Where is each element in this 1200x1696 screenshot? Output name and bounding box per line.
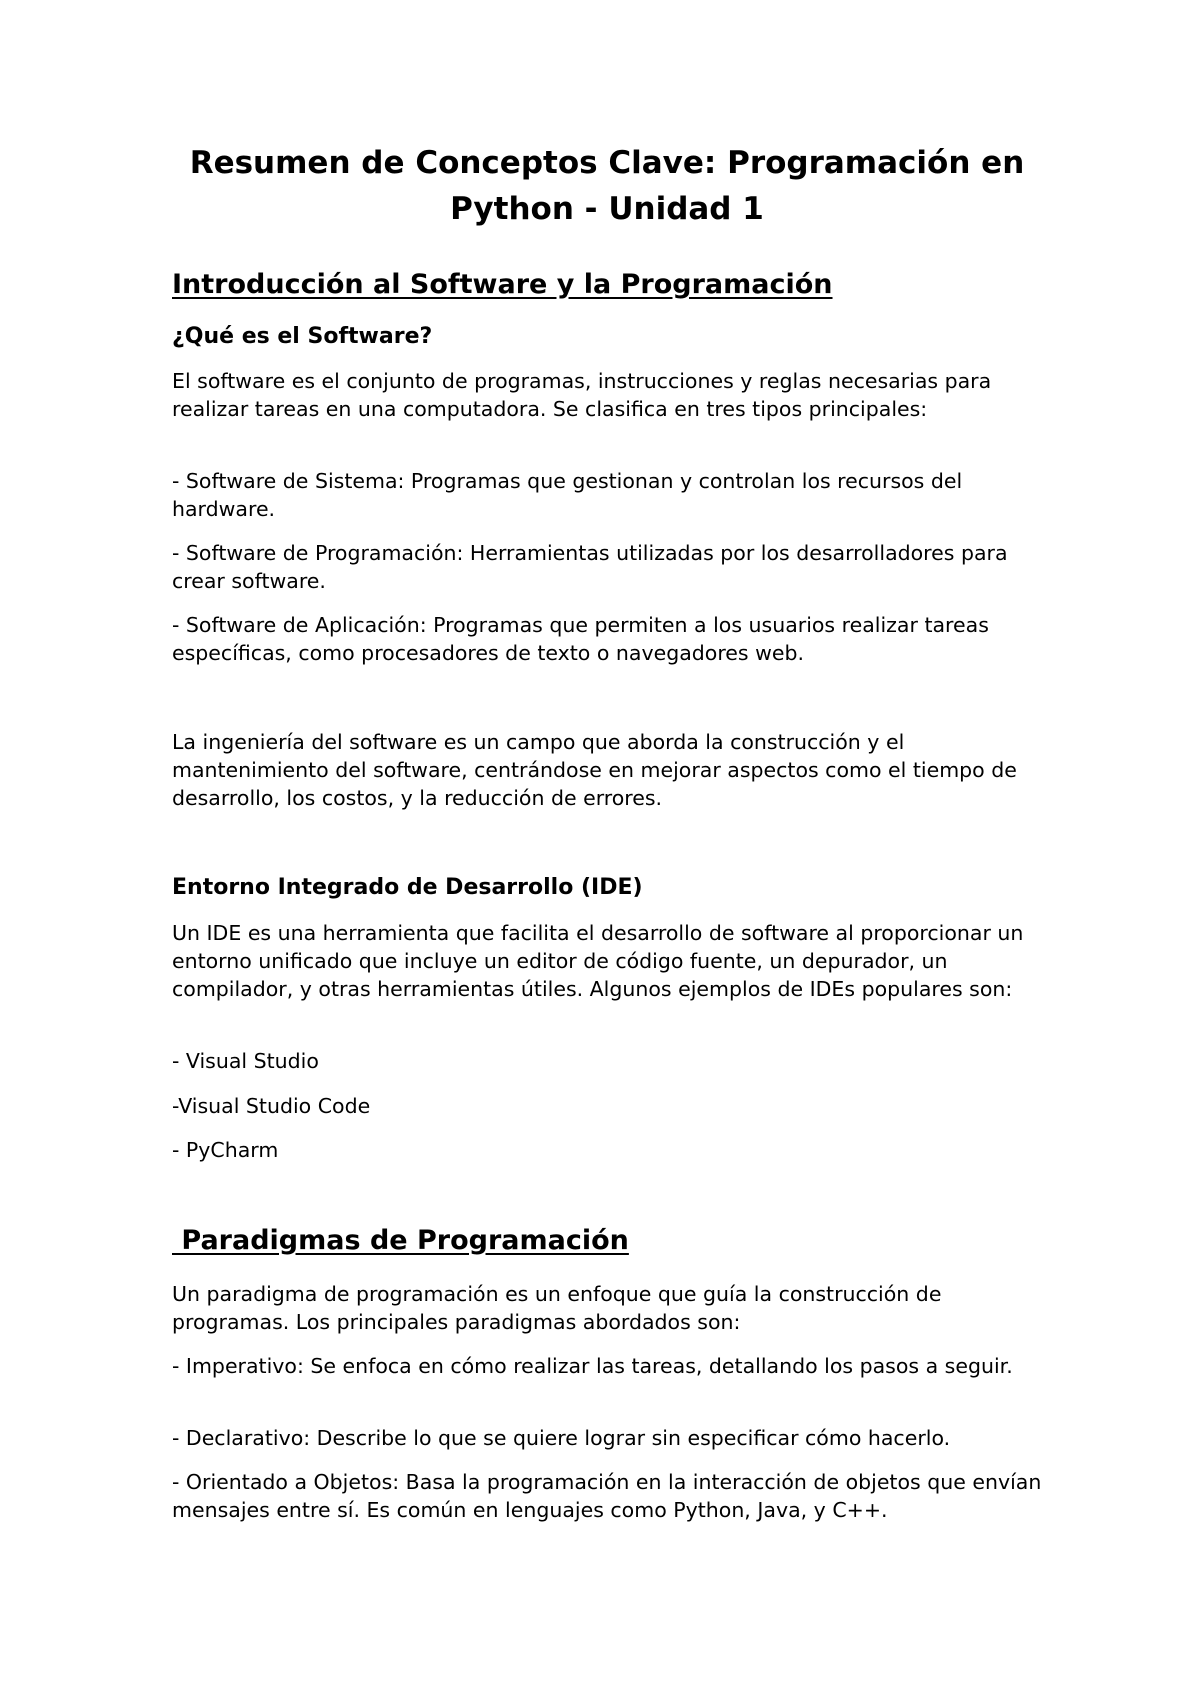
software-type-programming: - Software de Programación: Herramientas utilizadas por los desarrolladores para crear software.	[172, 541, 1008, 593]
paradigm-object-oriented: - Orientado a Objetos: Basa la programación en la interacción de objetos que envían mensajes entre sí. Es común en lenguajes como Python, Java, y C++.	[172, 1470, 1042, 1522]
ide-example-pycharm: - PyCharm	[172, 1138, 279, 1162]
ide-intro-paragraph: Un IDE es una herramienta que facilita el desarrollo de software al proporcionar un entorno unificado que incluye un editor de código fuente, un depurador, un compilador, y otras herramientas útiles. Algunos ejemplos de IDEs populares son:	[172, 921, 1024, 1001]
ide-example-visual-studio: - Visual Studio	[172, 1049, 319, 1073]
paradigms-intro-paragraph: Un paradigma de programación es un enfoque que guía la construcción de programas. Los principales paradigmas abordados son:	[172, 1282, 942, 1334]
paradigm-declarative: - Declarativo: Describe lo que se quiere lograr sin especificar cómo hacerlo.	[172, 1426, 951, 1450]
software-intro-paragraph: El software es el conjunto de programas, instrucciones y reglas necesarias para realizar tareas en una computadora. Se clasifica en tres tipos principales:	[172, 369, 992, 421]
paradigm-imperative: - Imperativo: Se enfoca en cómo realizar las tareas, detallando los pasos a seguir.	[172, 1354, 1013, 1378]
subheading-what-is-software: ¿Qué es el Software?	[172, 324, 433, 349]
ide-heading: Entorno Integrado de Desarrollo (IDE)	[172, 875, 643, 900]
section-heading-software: Introducción al Software y la Programación	[172, 269, 833, 300]
software-type-system: - Software de Sistema: Programas que gestionan y controlan los recursos del hardware.	[172, 469, 963, 521]
software-engineering-paragraph: La ingeniería del software es un campo que aborda la construcción y el mantenimiento del software, centrándose en mejorar aspectos como el tiempo de desarrollo, los costos, y la reducción de errores.	[172, 730, 1017, 810]
software-type-application: - Software de Aplicación: Programas que permiten a los usuarios realizar tareas específicas, como procesadores de texto o navegadores web.	[172, 613, 989, 665]
ide-example-vscode: -Visual Studio Code	[172, 1094, 371, 1118]
document-title: Resumen de Conceptos Clave: Programación en Python - Unidad 1	[189, 145, 1025, 227]
section-heading-paradigms: Paradigmas de Programación	[172, 1225, 629, 1256]
